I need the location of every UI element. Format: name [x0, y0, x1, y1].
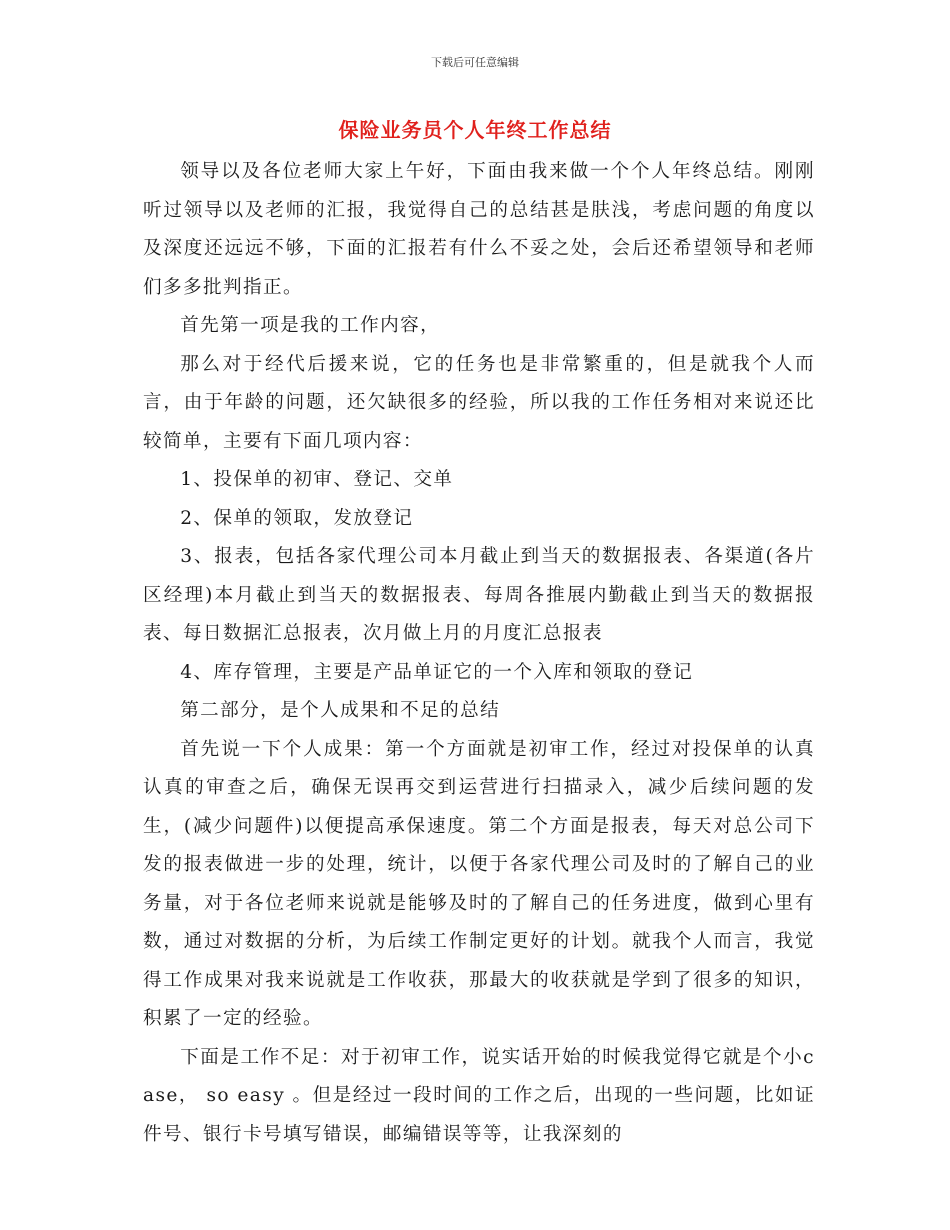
- paragraph-item-1: 1、投保单的初审、登记、交单: [180, 469, 454, 490]
- paragraph-section-one-heading: 首先第一项是我的工作内容，: [180, 315, 441, 336]
- paragraph-item-2: 2、保单的领取，发放登记: [180, 507, 414, 529]
- document-title: 保险业务员个人年终工作总结: [338, 118, 612, 142]
- paragraph-intro: 领导以及各位老师大家上午好，下面由我来做一个个人年终总结。刚刚听过领导以及老师的汇报，我觉得自己的总结甚是肤浅，考虑问题的角度以及深度还远远不够，下面的汇报若有什么不妥之处，会后还希望领导和老师们多多批判指正。: [143, 161, 815, 298]
- paragraph-shortcomings: 下面是工作不足：对于初审工作，说实话开始的时候我觉得它就是个小case， so easy 。但是经过一段时间的工作之后，出现的一些问题，比如证件号、银行卡号填写错误，邮编错误等等，让我深刻的: [143, 1046, 815, 1145]
- paragraph-section-two-heading: 第二部分，是个人成果和不足的总结: [180, 700, 501, 721]
- document-body: [143, 153, 815, 1154]
- paragraph-item-3: 3、报表，包括各家代理公司本月截止到当天的数据报表、各渠道(各片区经理)本月截止到当天的数据报表、每周各推展内勤截止到当天的数据报表、每日数据汇总报表，次月做上月的月度汇总报表: [143, 546, 815, 644]
- paragraph-achievements: 首先说一下个人成果：第一个方面就是初审工作，经过对投保单的认真认真的审查之后，确保无误再交到运营进行扫描录入，减少后续问题的发生，(减少问题件)以便提高承保速度。第二个方面是报表，每天对总公司下发的报表做进一步的处理，统计，以便于各家代理公司及时的了解自己的业务量，对于各位老师来说就是能够及时的了解自己的任务进度，做到心里有数，通过对数据的分析，为后续工作制定更好的计划。就我个人而言，我觉得工作成果对我来说就是工作收获，那最大的收获就是学到了很多的知识，积累了一定的经验。: [143, 738, 815, 1029]
- paragraph-work-overview: 那么对于经代后援来说，它的任务也是非常繁重的，但是就我个人而言，由于年龄的问题，还欠缺很多的经验，所以我的工作任务相对来说还比较简单，主要有下面几项内容：: [143, 353, 815, 452]
- header-note: 下载后可任意编辑: [431, 56, 519, 69]
- paragraph-item-4: 4、库存管理，主要是产品单证它的一个入库和领取的登记: [180, 661, 694, 683]
